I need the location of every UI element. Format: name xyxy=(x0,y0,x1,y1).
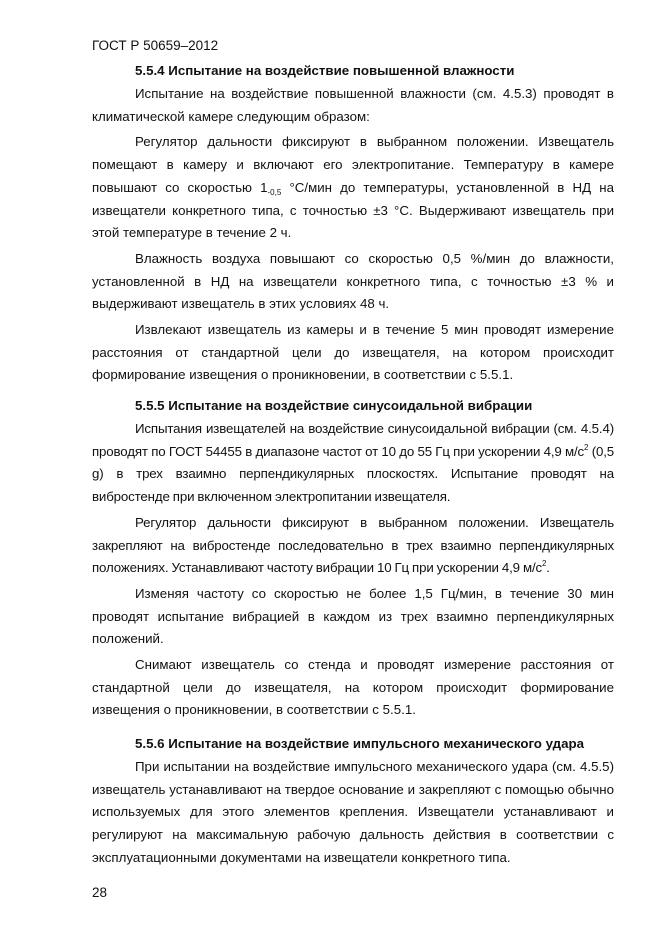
section-5-5-5-heading: 5.5.5 Испытание на воздействие синусоидальной вибрации xyxy=(135,398,533,413)
superscript: 2 xyxy=(541,559,547,569)
paragraph: Испытание на воздействие повышенной влажности (см. 4.5.3) проводят в климатической камере следующим образом: xyxy=(92,86,614,124)
section-5-5-5-body xyxy=(92,418,614,722)
section-5-5-4-body xyxy=(92,83,614,387)
paragraph: Регулятор дальности фиксируют в выбранном положении. Извещатель помещают в камеру и включают его электропитание. Температуру в камере повышают со скоростью $1_{-0,5}$ °С/мин до температуры, установленной в НД на извещатели конкретного типа, с точностью ±3 °С. Выдерживают извещатель при этой температуре в течение 2 ч. xyxy=(92,134,614,241)
tolerance-subscript: -0,5 xyxy=(267,187,282,197)
section-5-5-6-heading: 5.5.6 Испытание на воздействие импульсного механического удара xyxy=(135,736,585,751)
document-header: ГОСТ Р 50659–2012 xyxy=(92,38,219,53)
paragraph: Изменяя частоту со скоростью не более 1,5 Гц/мин, в течение 30 мин проводят испытание вибрацией в каждом из трех взаимно перпендикулярных положений. xyxy=(92,585,614,647)
page-number: 28 xyxy=(92,885,108,900)
section-5-5-6-body xyxy=(92,756,614,870)
section-5-5-4-heading: 5.5.4 Испытание на воздействие повышенной влажности xyxy=(135,63,515,78)
superscript: 2 xyxy=(584,442,589,452)
paragraph: Регулятор дальности фиксируют в выбранном положении. Извещатель закрепляют на вибростенде последовательно в трех взаимно перпендикулярных положениях. Устанавливают частоту вибрации 10 Гц при ускорении 4,9 $м/с^2$. xyxy=(92,514,614,576)
paragraph: Испытания извещателей на воздействие синусоидальной вибрации (см. 4.5.4) проводят по ГОСТ 54455 в диапазоне частот от 10 до 55 Гц при ускорении 4,9 $м/с^2$ (0,5 g) в трех взаимно перпендикулярных плоскостях. Испытание проводят на вибростенде при включенном электропитании извещателя. xyxy=(92,421,615,505)
paragraph: Влажность воздуха повышают со скоростью 0,5 %/мин до влажности, установленной в НД на извещатели конкретного типа, с точностью ±3 % и выдерживают извещатель в этих условиях 48 ч. xyxy=(92,250,614,312)
paragraph: Извлекают извещатель из камеры и в течение 5 мин проводят измерение расстояния от стандартной цели до извещателя, на котором происходит формирование извещения о проникновении, в соответствии с 5.5.1. xyxy=(92,322,614,383)
paragraph: Снимают извещатель со стенда и проводят измерение расстояния от стандартной цели до извещателя, на котором происходит формирование извещения о проникновении, в соответствии с 5.5.1. xyxy=(92,657,614,718)
paragraph: При испытании на воздействие импульсного механического удара (см. 4.5.5) извещатель устанавливают на твердое основание и закрепляют с помощью обычно используемых для этого элементов крепления. Извещатели устанавливают и регулируют на максимальную рабочую дальность действия в соответствии с эксплуатационными документами на извещатели конкретного типа. xyxy=(92,759,614,865)
